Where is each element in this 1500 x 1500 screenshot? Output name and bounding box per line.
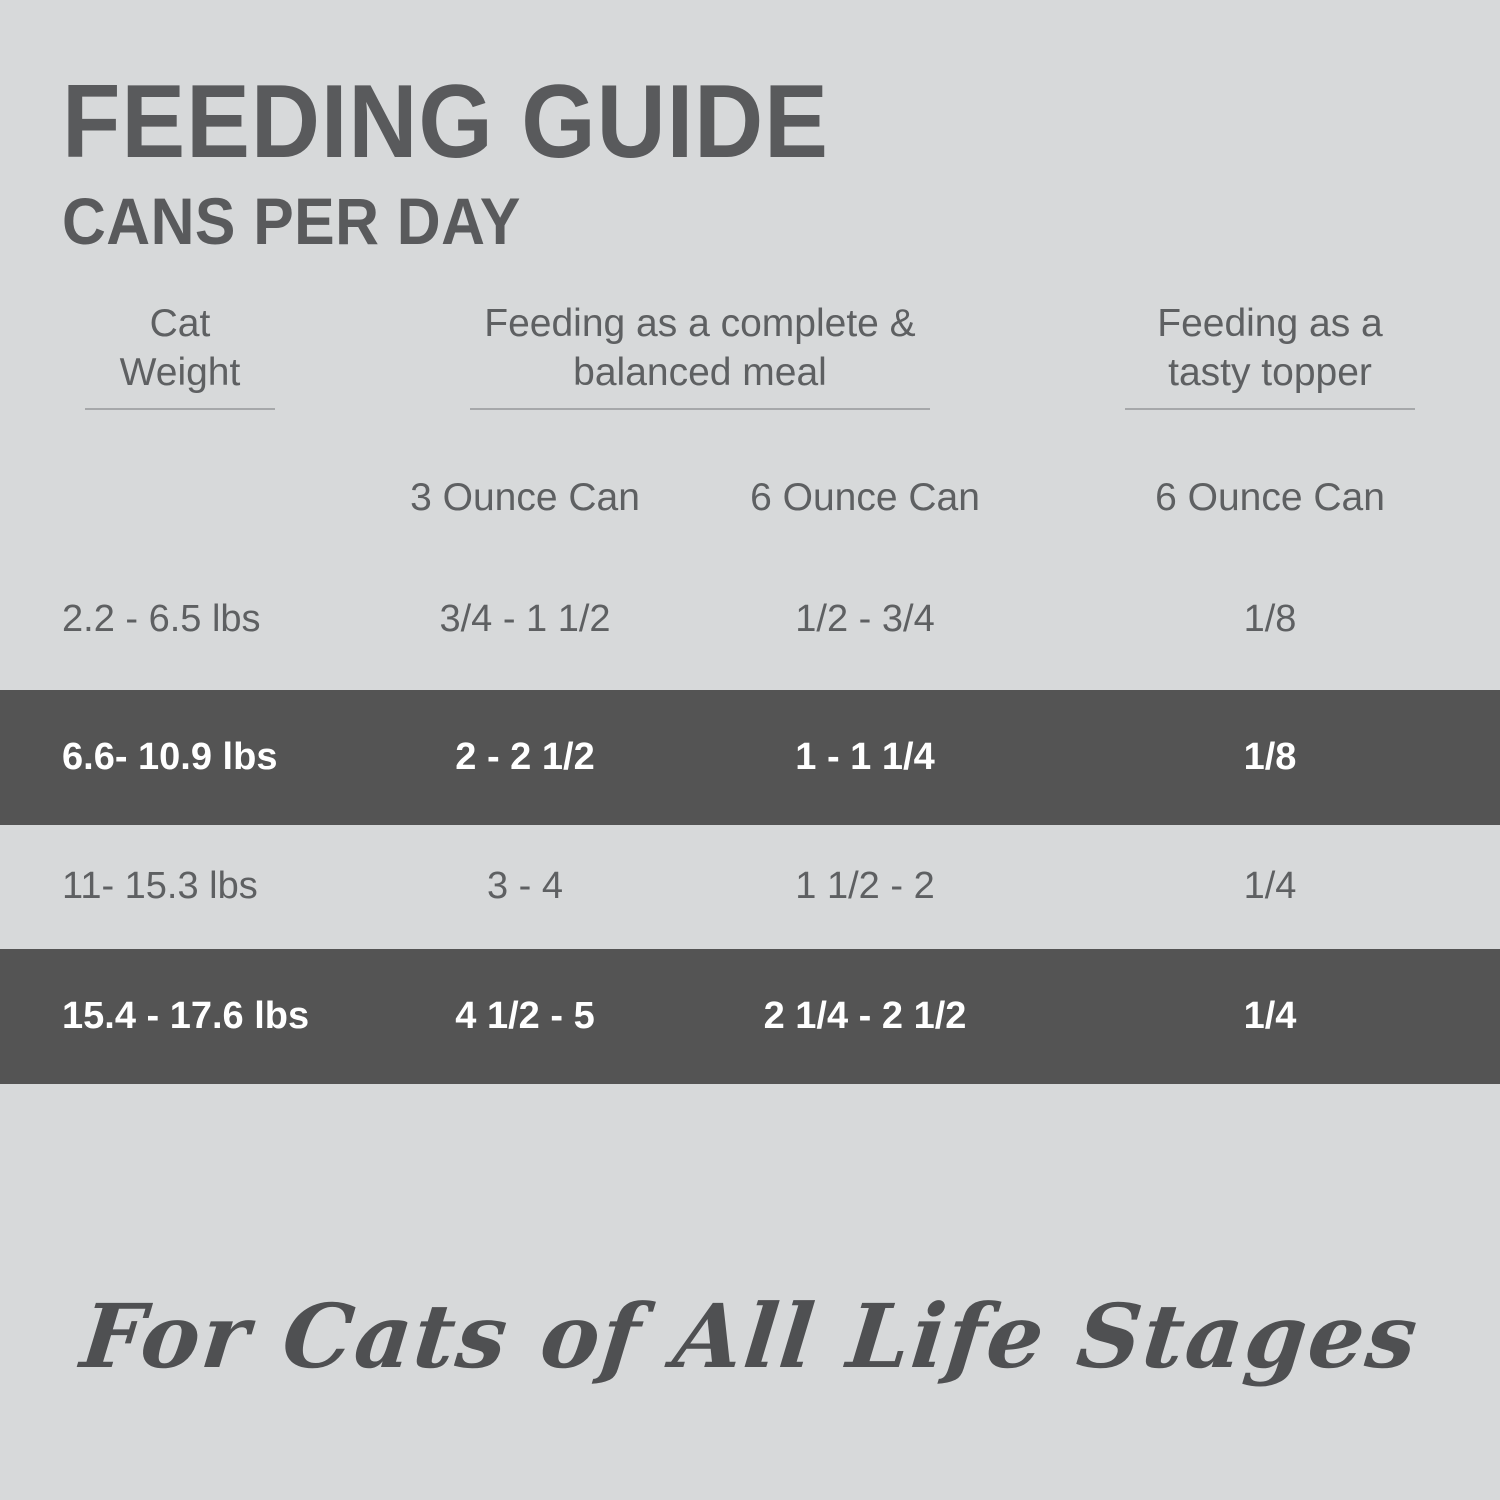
row-weight: 6.6- 10.9 lbs (62, 735, 278, 778)
header-underline-topper (1125, 408, 1415, 410)
group-header-tasty-topper (1040, 296, 1500, 446)
page-title: FEEDING GUIDE (62, 64, 829, 180)
footer-tagline-block (0, 1284, 1500, 1388)
group-header-cat-weight-line1: Cat (149, 302, 211, 345)
row-3oz: 4 1/2 - 5 (455, 994, 595, 1037)
group-header-topper-line2: tasty topper (1168, 350, 1372, 394)
group-header-complete-meal (360, 296, 1040, 446)
row-weight: 15.4 - 17.6 lbs (62, 994, 310, 1037)
table-row (0, 825, 1500, 949)
header-underline-weight (85, 408, 275, 410)
row-6oz: 1 - 1 1/4 (795, 735, 935, 778)
feeding-table (0, 296, 1500, 1084)
row-weight: 11- 15.3 lbs (62, 865, 258, 908)
title-block (0, 0, 1500, 258)
subheader-6oz-can-topper: 6 Ounce Can (1155, 475, 1385, 519)
page-subtitle: CANS PER DAY (62, 184, 521, 258)
table-row (0, 949, 1500, 1084)
group-header-topper-line1: Feeding as a (1157, 302, 1383, 345)
row-3oz: 3/4 - 1 1/2 (439, 598, 611, 641)
row-weight: 2.2 - 6.5 lbs (62, 598, 261, 641)
table-subheader-row (0, 446, 1500, 550)
group-header-cat-weight-line2: Weight (119, 350, 241, 394)
row-6oz: 1/2 - 3/4 (795, 598, 935, 641)
row-6oz: 1 1/2 - 2 (795, 865, 935, 908)
row-topper: 1/4 (1243, 865, 1297, 908)
group-header-cat-weight (0, 296, 360, 446)
row-3oz: 3 - 4 (486, 865, 564, 908)
row-6oz: 2 1/4 - 2 1/2 (763, 994, 967, 1037)
subheader-blank (0, 446, 360, 550)
subheader-3oz-can: 3 Ounce Can (410, 475, 640, 519)
group-header-complete-line1: Feeding as a complete & (484, 302, 916, 345)
table-row (0, 690, 1500, 825)
table-row (0, 550, 1500, 690)
group-header-complete-line2: balanced meal (573, 350, 827, 394)
row-topper: 1/8 (1243, 735, 1297, 778)
row-3oz: 2 - 2 1/2 (455, 735, 595, 778)
row-topper: 1/4 (1243, 994, 1297, 1037)
header-underline-complete (470, 408, 930, 410)
footer-tagline: For Cats of All Life Stages (76, 1284, 1424, 1388)
table-group-header-row (0, 296, 1500, 446)
row-topper: 1/8 (1243, 598, 1297, 641)
subheader-6oz-can: 6 Ounce Can (750, 475, 980, 519)
